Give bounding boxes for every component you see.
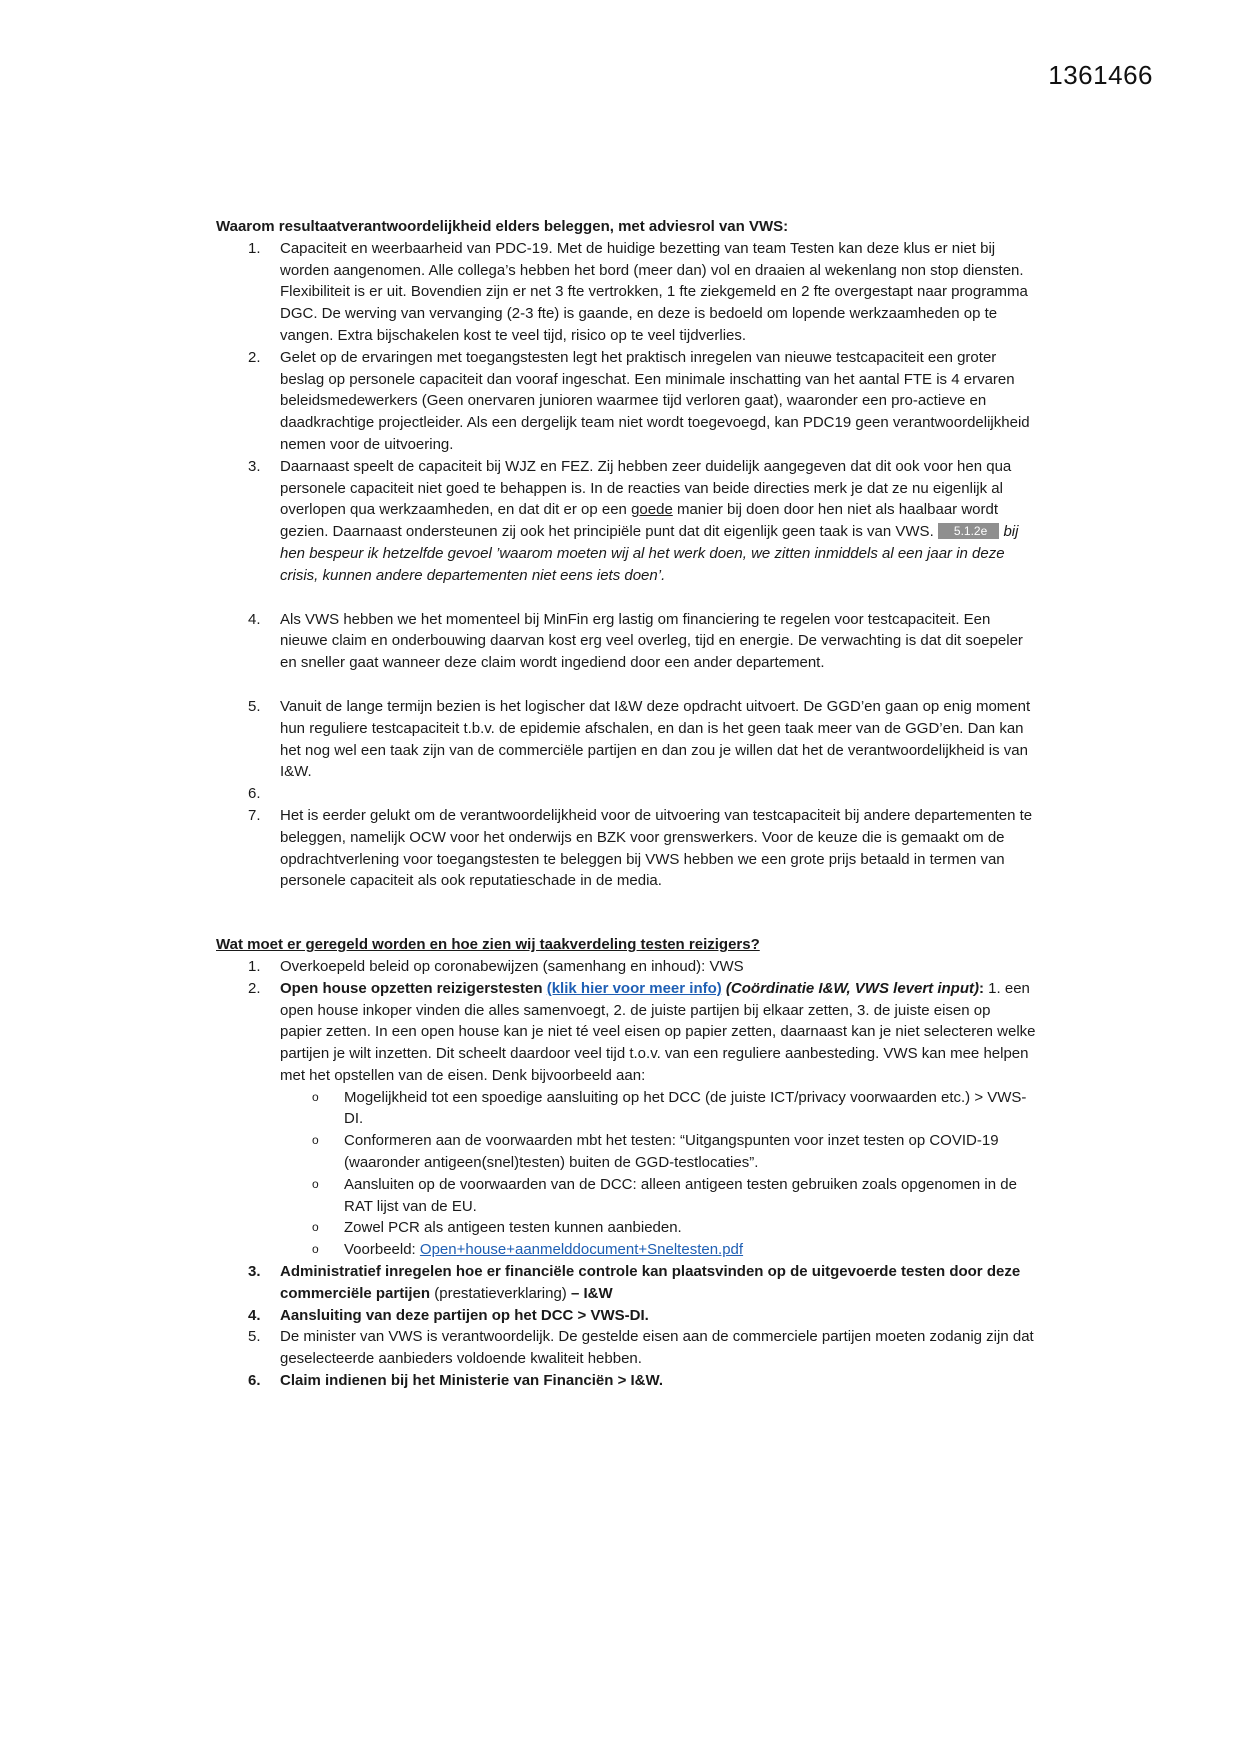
list-number: 2. — [248, 979, 261, 997]
list-item — [216, 783, 1036, 805]
colon: : — [979, 979, 984, 997]
list-item — [216, 978, 1036, 1261]
list-text: Vanuit de lange termijn bezien is het logischer dat I&W deze opdracht uitvoert. De GGD’en gaan op enig moment hun reguliere testcapaciteit t.b.v. de epidemie afschalen, en dan is het geen taak meer van de GGD’en. Dan kan het nog wel een taak zijn van de commerciële partijen en dan zou je willen dat het de verantwoordelijkheid is van I&W. — [280, 697, 1031, 781]
sub-list-item — [280, 1174, 1036, 1218]
list-text — [280, 785, 284, 802]
list-number: 4. — [248, 610, 261, 628]
more-info-link[interactable]: (klik hier voor meer info) — [546, 979, 722, 997]
list-text-bold: – I&W — [570, 1284, 613, 1302]
list-text: Als VWS hebben we het momenteel bij MinFin erg lastig om financiering te regelen voor testcapaciteit. Een nieuwe claim en onderbouwing daarvan kost erg veel overleg, tijd en energie. De verwachting is dat dit soepeler en sneller gaat wanneer deze claim wordt ingediend door een ander departement. — [280, 610, 1023, 672]
example-document-link[interactable]: Open+house+aanmelddocument+Sneltesten.pdf — [419, 1241, 744, 1259]
sub-list-item — [280, 1130, 1036, 1174]
list-text: manier bij doen door hen niet als haalbaar wordt gezien. Daarnaast ondersteunen zij ook het principiële punt dat dit eigenlijk geen taak is van VWS. — [280, 501, 998, 541]
section2-heading: Wat moet er geregeld worden en hoe zien wij taakverdeling testen reizigers? — [216, 936, 760, 954]
italic-quote: bij hen bespeur ik hetzelfde gevoel ’waarom moeten wij al het werk doen, we zitten inmiddels al een jaar in deze crisis, kunnen andere departementen niet eens iets doen’. — [280, 523, 1019, 584]
list-text: Capaciteit en weerbaarheid van PDC-19. Met de huidige bezetting van team Testen kan deze klus er niet bij worden aangenomen. Alle collega’s hebben het bord (meer dan) vol en draaien al wekenlang non stop diensten. Flexibiliteit is er uit. Bovendien zijn er net 3 fte vertrokken, 1 fte ziekgemeld en 2 fte overgestapt naar programma DGC. De werving van vervanging (2-3 fte) is gaande, en deze is bedoeld om lopende werkzaamheden op te vangen. Extra bijschakelen kost te veel tijd, risico op te veel tijdverlies. — [280, 239, 1028, 344]
list-text-bold: Administratief inregelen hoe er financiële controle kan plaatsvinden op de uitgevoerde testen door deze commerciële partijen — [280, 1263, 1021, 1302]
circle-bullet-icon: o — [312, 1089, 319, 1104]
section1-heading: Waarom resultaatverantwoordelijkheid elders beleggen, met adviesrol van VWS: — [216, 218, 789, 235]
list-text: Het is eerder gelukt om de verantwoordelijkheid voor de uitvoering van testcapaciteit bij andere departementen te beleggen, namelijk OCW voor het onderwijs en BZK voor grenswerkers. Voor de keuze die is gemaakt om de opdrachtverlening voor toegangstesten te beleggen bij VWS hebben we een grote prijs betaald in termen van personele capaciteit als ook reputatieschade in de media. — [280, 806, 1033, 890]
sub-list — [280, 1087, 1036, 1261]
underlined-word: goede — [631, 501, 673, 519]
list-number: 3. — [248, 1263, 261, 1281]
list-text-bold-italic: (Coördinatie I&W, VWS levert input) — [721, 979, 979, 997]
list-text: De minister van VWS is verantwoordelijk. De gestelde eisen aan de commerciele partijen moeten zodanig zijn dat geselecteerde aanbieders voldoende kwaliteit hebben. — [280, 1328, 1034, 1368]
list-item — [216, 347, 1036, 456]
circle-bullet-icon: o — [312, 1133, 319, 1148]
list-text: Gelet op de ervaringen met toegangstesten legt het praktisch inregelen van nieuwe testcapaciteit een groter beslag op personele capaciteit dan vooraf ingeschat. Een minimale inschatting van het aantal FTE is 4 ervaren beleidsmedewerkers (Geen onervaren junioren waarmee tijd verloren gaat), waaronder een pro-actieve en daadkrachtige projectleider. Als een dergelijk team niet wordt toegevoegd, kan PDC19 geen verantwoordelijkheid nemen voor de uitvoering. — [280, 348, 1030, 453]
sub-list-item — [280, 1239, 1036, 1261]
list-number: 5. — [248, 697, 261, 715]
list-number: 2. — [248, 348, 261, 366]
list-item — [216, 696, 1036, 783]
list-number: 7. — [248, 806, 261, 824]
circle-bullet-icon: o — [312, 1220, 319, 1235]
sub-list-item — [280, 1087, 1036, 1131]
list-text-bold: Aansluiting van deze partijen op het DCC > VWS-DI. — [280, 1306, 649, 1324]
list-item — [216, 609, 1036, 674]
circle-bullet-icon: o — [312, 1242, 319, 1257]
circle-bullet-icon: o — [312, 1176, 319, 1191]
list-text-bold: Open house opzetten reizigerstesten — [280, 979, 547, 997]
section2 — [216, 934, 1036, 1392]
list-number: 1. — [248, 957, 261, 975]
section1-list — [216, 238, 1036, 892]
sub-list-text: Conformeren aan de voorwaarden mbt het testen: “Uitgangspunten voor inzet testen op COVID-19 (waaronder antigeen(snel)testen) buiten de GGD-testlocaties”. — [344, 1132, 999, 1172]
list-item — [216, 238, 1036, 347]
list-item — [216, 1326, 1036, 1370]
example-label: Voorbeeld: — [344, 1241, 420, 1259]
list-text: (prestatieverklaring) — [430, 1284, 571, 1302]
list-text: Overkoepeld beleid op coronabewijzen (samenhang en inhoud): VWS — [280, 957, 744, 975]
list-number: 1. — [248, 239, 261, 257]
document-body — [216, 216, 1036, 1392]
sub-list-text: Mogelijkheid tot een spoedige aansluiting op het DCC (de juiste ICT/privacy voorwaarden etc.) > VWS-DI. — [344, 1088, 1027, 1128]
list-number: 6. — [248, 785, 261, 803]
sub-list-text: Zowel PCR als antigeen testen kunnen aanbieden. — [344, 1219, 682, 1237]
list-item — [216, 1370, 1036, 1392]
sub-list-item — [280, 1217, 1036, 1239]
list-item — [216, 1261, 1036, 1305]
list-number: 4. — [248, 1306, 261, 1324]
list-text: Daarnaast speelt de capaciteit bij WJZ en FEZ. Zij hebben zeer duidelijk aangegeven dat dit ook voor hen qua personele capaciteit niet goed te behappen is. In de reacties van beide directies merk je dat ze nu eigenlijk al overlopen qua werkzaamheden, en dat dit er op een — [280, 457, 1012, 519]
document-id: 1361466 — [1048, 60, 1153, 90]
list-text-bold: Claim indienen bij het Ministerie van Financiën > I&W. — [280, 1372, 663, 1390]
list-item — [216, 456, 1036, 587]
list-text: 1. een open house inkoper vinden die alles samenvoegt, 2. de juiste partijen bij elkaar zetten, 3. de juiste eisen op papier zetten. In een open house kan je niet té veel eisen op papier zetten, daarnaast kan je niet selecteren welke partijen je wilt inzetten. Dit scheelt daardoor veel tijd t.o.v. van een reguliere aanbesteding. VWS kan mee helpen met het opstellen van de eisen. Denk bijvoorbeeld aan: — [280, 979, 1036, 1084]
list-number: 3. — [248, 457, 261, 475]
list-item — [216, 805, 1036, 892]
sub-list-text: Aansluiten op de voorwaarden van de DCC: alleen antigeen testen gebruiken zoals opgenomen in de RAT lijst van de EU. — [344, 1175, 1017, 1215]
list-number: 6. — [248, 1372, 261, 1390]
section2-list — [216, 956, 1036, 1392]
list-item — [216, 1305, 1036, 1327]
redaction-box: 5.1.2e — [938, 523, 999, 539]
list-item — [216, 956, 1036, 978]
list-number: 5. — [248, 1328, 261, 1346]
